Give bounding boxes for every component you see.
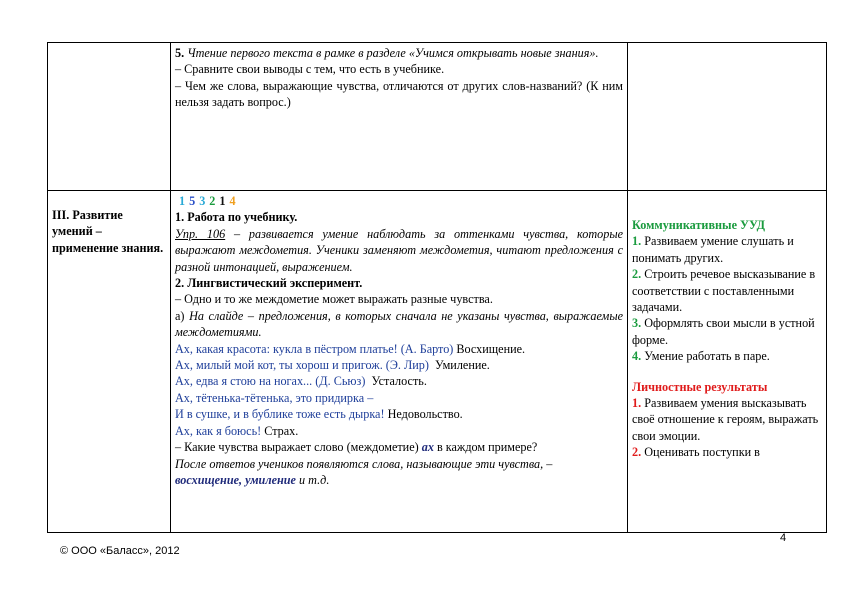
uud-item-number: 1. <box>632 234 642 249</box>
exercise-ref: Упр. 106 <box>175 226 226 241</box>
result-item-number: 2. <box>632 445 642 460</box>
after-end: и т.д. <box>295 472 330 487</box>
level-number: 2 <box>209 194 216 208</box>
exercise-text: – развивается умение наблюдать за оттенками чувства, которые выражают междометия. Ученики заменяют междометия, читают предложения с разной интонацией, выражением. <box>175 226 623 274</box>
page-number: 4 <box>780 532 787 544</box>
stage-title: III. Развитие умений – применение знания. <box>52 208 164 255</box>
uud-item <box>632 266 822 315</box>
example-line <box>175 423 623 439</box>
uud-item-text: Развиваем умение слушать и понимать других. <box>632 234 794 265</box>
example-feeling: Страх. <box>261 423 299 438</box>
task-line: – Чем же слова, выражающие чувства, отличаются от других слов-названий? (К ним нельзя задать вопрос.) <box>175 78 623 110</box>
activity-cell <box>171 43 628 191</box>
example-line <box>175 406 623 422</box>
result-item <box>632 444 822 460</box>
uud-item <box>632 315 822 348</box>
uud-cell <box>628 191 827 533</box>
feeling-words: восхищение, умиление <box>175 472 296 487</box>
table-row <box>48 43 827 191</box>
item-title: 2. Лингвистический эксперимент. <box>175 276 363 291</box>
example-text: Ах, милый мой кот, ты хорош и пригож. (Э. Лир) <box>175 358 429 373</box>
uud-item-text: Строить речевое высказывание в соответствии с поставленными задачами. <box>632 267 816 315</box>
example-feeling: Умиление. <box>428 358 490 373</box>
uud-item <box>632 348 822 364</box>
after-answers-words-line <box>175 472 623 488</box>
level-number: 3 <box>199 194 206 208</box>
after-answers-text: После ответов учеников появляются слова, называющие эти чувства, – <box>175 456 553 471</box>
step-text: На слайде – предложения, в которых сначала не указаны чувства, выражаемые междометиями. <box>175 308 623 340</box>
uud-item <box>632 233 822 266</box>
example-text: Ах, какая красота: кукла в пёстром платье! (А. Барто) <box>175 341 454 356</box>
question-word: ах <box>421 440 434 455</box>
uud-item-number: 3. <box>632 316 642 331</box>
task-number: 5. <box>175 46 185 60</box>
example-line <box>175 357 623 373</box>
stage-cell <box>48 191 171 533</box>
uud-item-text: Умение работать в паре. <box>641 349 770 364</box>
result-item-text: Развиваем умения высказывать своё отношение к героям, выражать свои эмоции. <box>632 396 819 443</box>
uud-cell-empty <box>628 43 827 191</box>
experiment-intro: – Одно и то же междометие может выражать разные чувства. <box>175 292 493 307</box>
example-text: Ах, как я боюсь! <box>175 423 262 438</box>
question-line <box>175 439 623 455</box>
uud-item-number: 2. <box>632 267 642 282</box>
level-numbers <box>175 193 623 209</box>
table-row <box>48 191 827 533</box>
example-line: Ах, тётенька-тётенька, это придирка – <box>175 390 374 405</box>
result-item <box>632 395 822 444</box>
activity-cell <box>171 191 628 533</box>
level-number: 5 <box>189 194 196 208</box>
example-feeling: Недовольство. <box>384 407 463 422</box>
task-line: – Сравните свои выводы с тем, что есть в учебнике. <box>175 62 445 77</box>
question-text: в каждом примере? <box>433 440 538 455</box>
uud-item-text: Оформлять свои мысли в устной форме. <box>632 316 815 347</box>
question-text: – Какие чувства выражает слово (междометие) <box>175 440 422 455</box>
result-item-text: Оценивать поступки в <box>641 445 760 460</box>
example-line <box>175 373 623 389</box>
level-number: 1 <box>219 194 226 208</box>
example-feeling: Восхищение. <box>453 341 526 356</box>
exercise-description <box>175 226 623 275</box>
copyright-footer: © ООО «Баласс», 2012 <box>60 545 180 557</box>
step-prefix: а) <box>175 308 190 323</box>
example-text: И в сушке, и в бублике тоже есть дырка! <box>175 407 385 422</box>
example-line <box>175 341 623 357</box>
level-number: 1 <box>179 194 186 208</box>
result-item-number: 1. <box>632 396 642 411</box>
uud-item-number: 4. <box>632 349 642 364</box>
level-number: 4 <box>229 194 236 208</box>
personal-results-heading: Личностные результаты <box>632 379 768 394</box>
experiment-step <box>175 308 623 341</box>
example-feeling: Усталость. <box>365 374 427 389</box>
item-title: 1. Работа по учебнику. <box>175 210 298 225</box>
spacer <box>632 365 822 379</box>
communicative-uud-heading: Коммуникативные УУД <box>632 218 766 232</box>
example-text: Ах, едва я стою на ногах... (Д. Сьюз) <box>175 374 366 389</box>
lesson-table <box>47 42 827 533</box>
stage-cell-empty <box>48 43 171 191</box>
task-title: Чтение первого текста в рамке в разделе «Учимся открывать новые знания». <box>187 46 599 60</box>
